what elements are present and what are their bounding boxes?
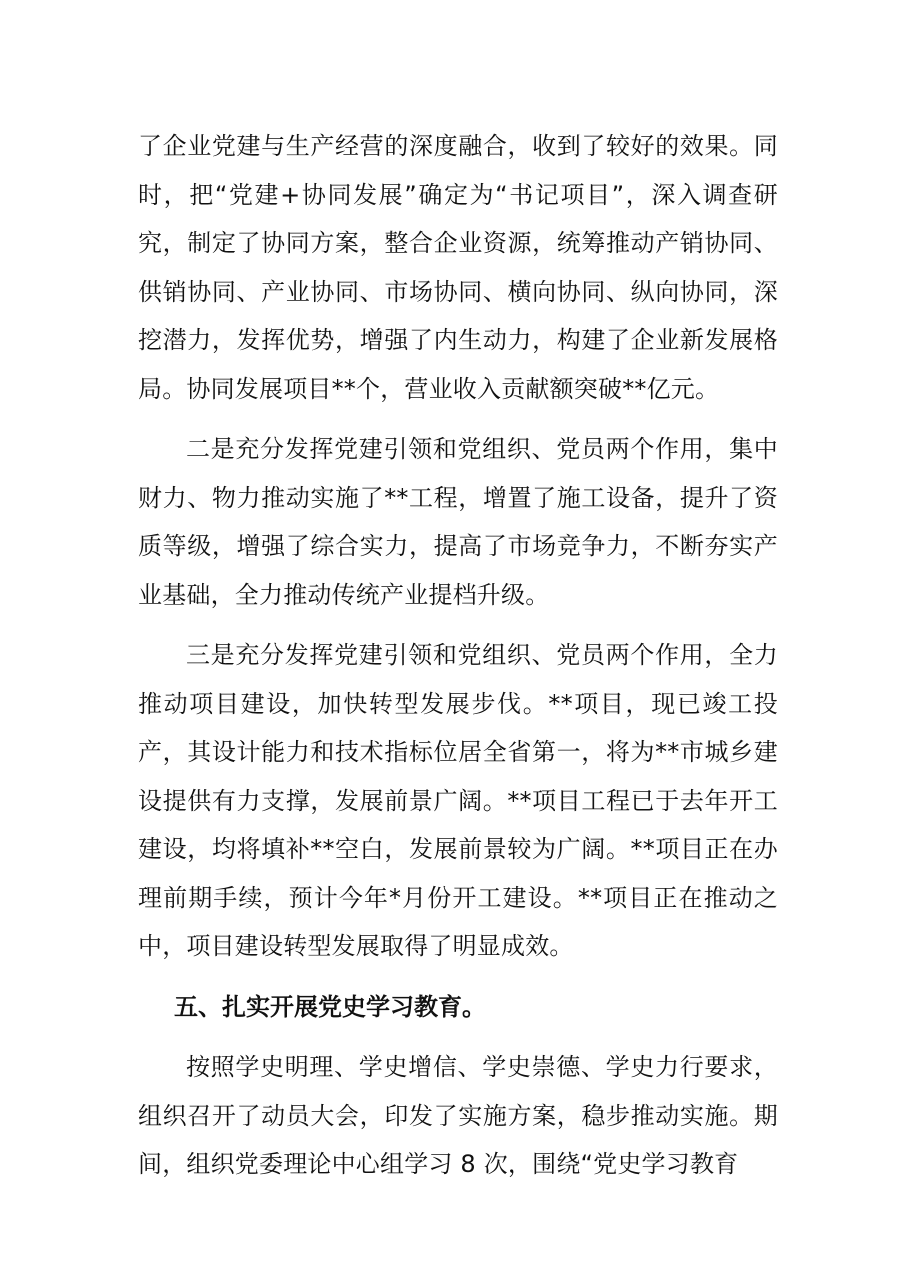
paragraph-gap [138,619,778,631]
paragraph-continuation: 了企业党建与生产经营的深度融合，收到了较好的效果。同时，把“党建+协同发展”确定为“书记项目”，深入调查研究，制定了协同方案，整合企业资源，统筹推动产销协同、供销协同、产业协同、市场协同、横向协同、纵向协同，深挖潜力，发挥优势，增强了内生动力，构建了企业新发展格局。协同发展项目**个，营业收入贡献额突破**亿元。 [138,132,778,403]
document-body [138,122,778,1189]
paragraph-point-two: 二是充分发挥党建引领和党组织、党员两个作用，集中财力、物力推动实施了**工程，增置了施工设备，提升了资质等级，增强了综合实力，提高了市场竞争力，不断夯实产业基础，全力推动传统产业提档升级。 [138,435,778,609]
paragraph-gap [138,413,778,425]
paragraph-gap [138,971,778,983]
paragraph-gap [138,1031,778,1043]
paragraph-party-history: 按照学史明理、学史增信、学史崇德、学史力行要求，组织召开了动员大会，印发了实施方案，稳步推动实施。期间，组织党委理论中心组学习 8 次，围绕“党史学习教育 [138,1053,778,1178]
paragraph-point-three: 三是充分发挥党建引领和党组织、党员两个作用，全力推动项目建设，加快转型发展步伐。**项目，现已竣工投产，其设计能力和技术指标位居全省第一，将为**市城乡建设提供有力支撑，发展前景广阔。**项目工程已于去年开工建设，均将填补**空白，发展前景较为广阔。**项目正在办理前期手续，预计今年*月份开工建设。**项目正在推动之中，项目建设转型发展取得了明显成效。 [138,641,778,960]
section-heading-five: 五、扎实开展党史学习教育。 [174,992,486,1021]
